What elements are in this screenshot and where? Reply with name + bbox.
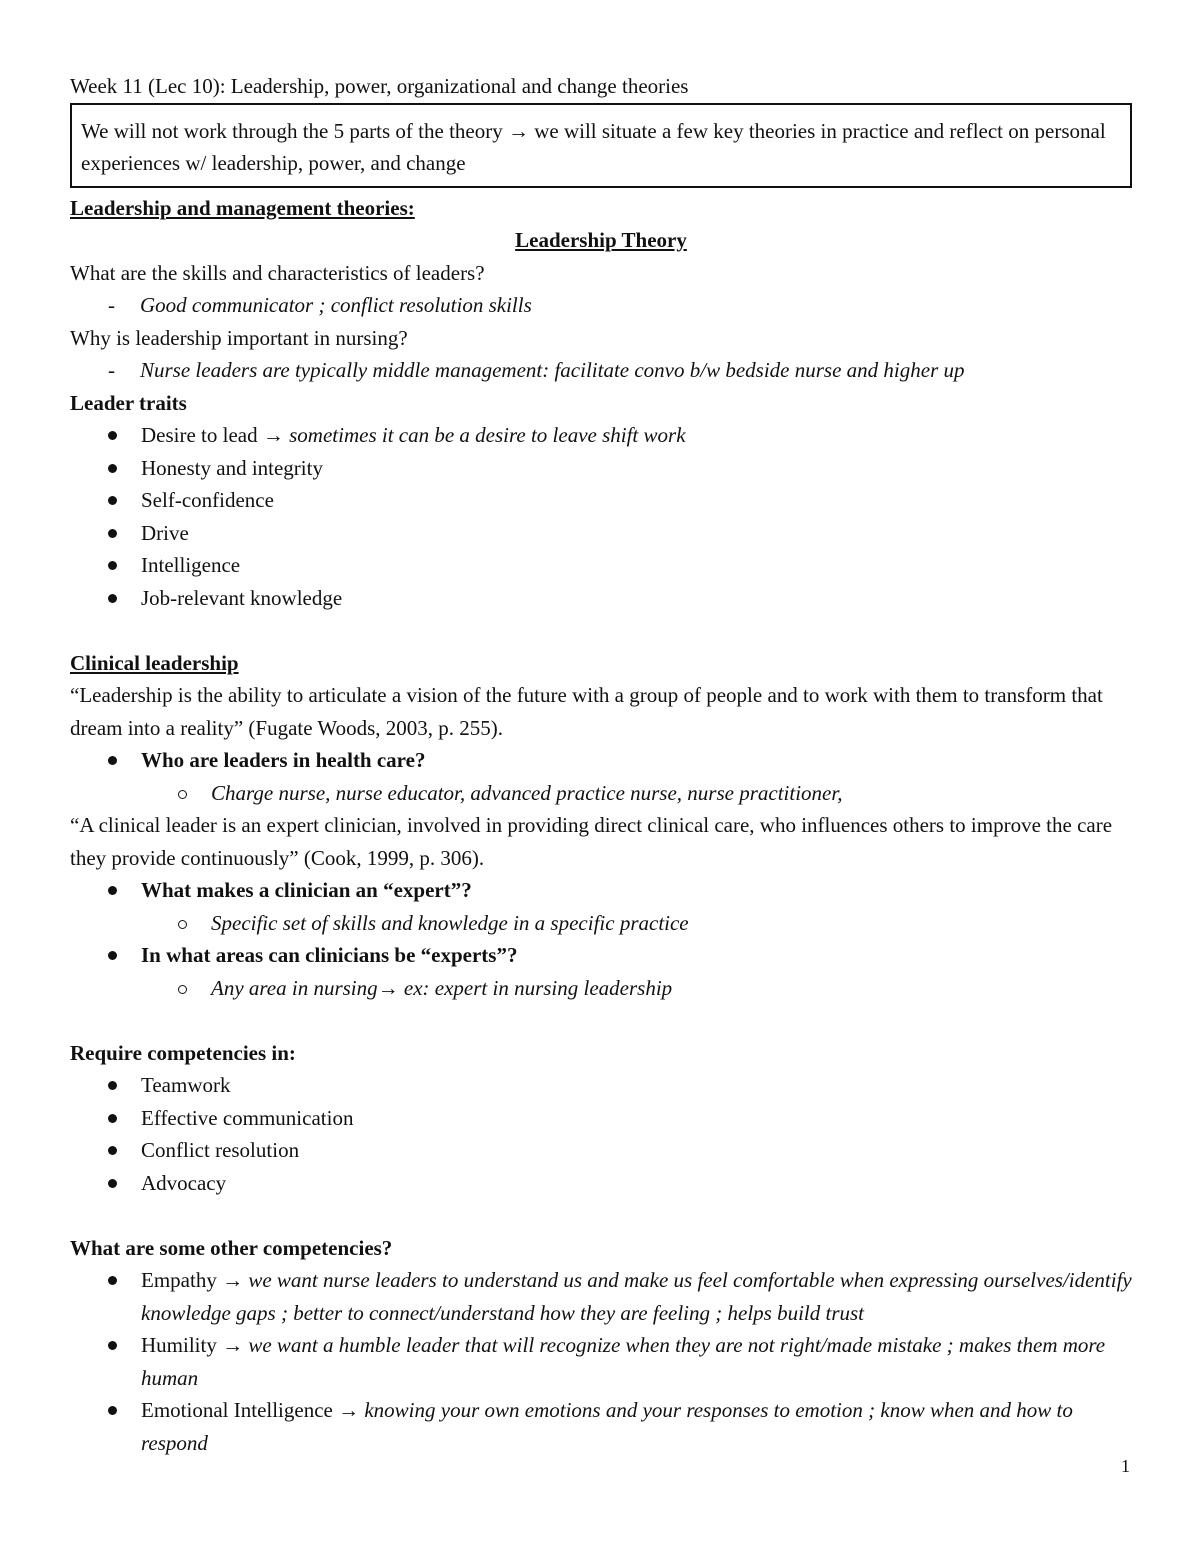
- list-item: Desire to lead → sometimes it can be a desire to leave shift work: [70, 419, 1132, 452]
- question: Why is leadership important in nursing?: [70, 325, 408, 350]
- section-heading: Leadership and management theories:: [70, 195, 415, 220]
- bullet-icon: [108, 464, 117, 473]
- list-item: Self-confidence: [70, 484, 1132, 517]
- other-heading: What are some other competencies?: [70, 1235, 393, 1260]
- bullet-icon: [108, 1276, 117, 1285]
- answer: - Good communicator ; conflict resolution skills: [70, 289, 1132, 322]
- traits-heading: Leader traits: [70, 390, 187, 415]
- page-number: 1: [1121, 1456, 1130, 1476]
- section-heading: Clinical leadership: [70, 650, 239, 675]
- bullet-icon: [108, 756, 117, 765]
- bullet-icon: [108, 561, 117, 570]
- list-item: Emotional Intelligence → knowing your own emotions and your responses to emotion ; know when and how to respond: [70, 1394, 1132, 1459]
- bullet-icon: [108, 1114, 117, 1123]
- bullet-icon: [108, 1341, 117, 1350]
- list-item: Effective communication: [70, 1102, 1132, 1135]
- circle-bullet-icon: [178, 790, 187, 799]
- list-item: Conflict resolution: [70, 1134, 1132, 1167]
- list-item: What makes a clinician an “expert”?: [70, 874, 1132, 907]
- list-item: In what areas can clinicians be “experts”?: [70, 939, 1132, 972]
- sub-list-item: Charge nurse, nurse educator, advanced practice nurse, nurse practitioner,: [70, 777, 1132, 810]
- list-item: Teamwork: [70, 1069, 1132, 1102]
- list-item: Honesty and integrity: [70, 452, 1132, 485]
- bullet-icon: [108, 1406, 117, 1415]
- circle-bullet-icon: [178, 920, 187, 929]
- document-page: [70, 70, 1132, 1459]
- bullet-icon: [108, 951, 117, 960]
- list-item: Intelligence: [70, 549, 1132, 582]
- bullet-icon: [108, 1179, 117, 1188]
- list-item: Humility → we want a humble leader that will recognize when they are not right/made mistake ; makes them more human: [70, 1329, 1132, 1394]
- competencies-heading: Require competencies in:: [70, 1040, 296, 1065]
- bullet-icon: [108, 529, 117, 538]
- list-item: Empathy → we want nurse leaders to understand us and make us feel comfortable when expressing ourselves/identify knowledge gaps ; better to connect/understand how they are feeling ; helps build trust: [70, 1264, 1132, 1329]
- bullet-icon: [108, 1081, 117, 1090]
- list-item: Drive: [70, 517, 1132, 550]
- note-box-text: We will not work through the 5 parts of the theory → we will situate a few key theories in practice and reflect on personal experiences w/ leadership, power, and change: [81, 118, 1106, 175]
- quote: “A clinical leader is an expert clinician, involved in providing direct clinical care, who influences others to improve the care they provide continuously” (Cook, 1999, p. 306).: [70, 813, 1113, 870]
- sub-list-item: Any area in nursing→ ex: expert in nursing leadership: [70, 972, 1132, 1005]
- list-item: Job-relevant knowledge: [70, 582, 1132, 615]
- bullet-icon: [108, 594, 117, 603]
- subheading: Leadership Theory: [515, 228, 687, 252]
- quote: “Leadership is the ability to articulate a vision of the future with a group of people and to work with them to transform that dream into a reality” (Fugate Woods, 2003, p. 255).: [70, 683, 1103, 740]
- question: What are the skills and characteristics of leaders?: [70, 260, 485, 285]
- answer: - Nurse leaders are typically middle management: facilitate convo b/w bedside nurse and higher up: [70, 354, 1132, 387]
- bullet-icon: [108, 886, 117, 895]
- list-item: Advocacy: [70, 1167, 1132, 1200]
- bullet-icon: [108, 1146, 117, 1155]
- note-box: [70, 103, 1132, 188]
- list-item: Who are leaders in health care?: [70, 744, 1132, 777]
- bullet-icon: [108, 496, 117, 505]
- sub-list-item: Specific set of skills and knowledge in a specific practice: [70, 907, 1132, 940]
- circle-bullet-icon: [178, 985, 187, 994]
- bullet-icon: [108, 431, 117, 440]
- document-title: Week 11 (Lec 10): Leadership, power, organizational and change theories: [70, 74, 689, 98]
